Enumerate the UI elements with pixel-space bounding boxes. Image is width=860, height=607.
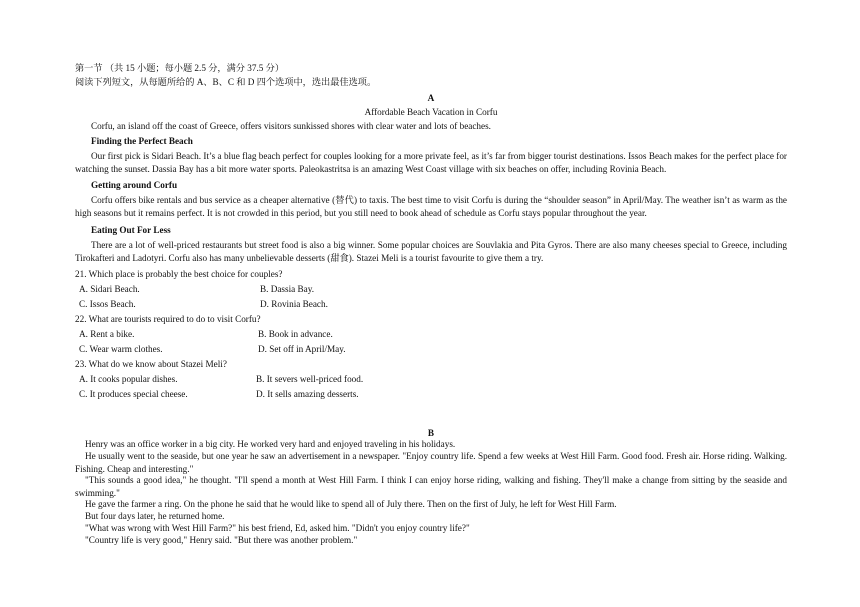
passage-a-title: Affordable Beach Vacation in Corfu bbox=[364, 107, 498, 117]
section-heading-getting-around: Getting around Corfu bbox=[91, 180, 178, 190]
section-text-beach: Our first pick is Sidari Beach. It’s a blue flag beach perfect for couples looking for a more private feel, as it’s far from bigger tourist destinations. Issos Beach makes for the perfect place for watching the sunset. Dassia Bay has a bit more water sports. Paleokastritsa is an amazing West Coast village with six beaches on offer, including Rovinia Beach. bbox=[75, 151, 787, 174]
question-22-option-b[interactable]: B. Book in advance. bbox=[258, 329, 333, 339]
question-22-option-a[interactable]: A. Rent a bike. bbox=[79, 329, 135, 339]
section-text-getting-around: Corfu offers bike rentals and bus service as a cheaper alternative (替代) to taxis. The best time to visit Corfu is during the “shoulder season” in April/May. The weather isn’t as warm as the high seasons but it remains perfect. It is not crowded in this period, but you still need to book ahead of schedule as Corfu stays popular throughout the year. bbox=[75, 195, 787, 218]
instructions: 阅读下列短文，从每题所给的 A、B、C 和 D 四个选项中，选出最佳选项。 bbox=[75, 77, 377, 87]
passage-b-label: B bbox=[427, 428, 435, 438]
question-23-option-d[interactable]: D. It sells amazing desserts. bbox=[256, 389, 359, 399]
question-22-stem: 22. What are tourists required to do to visit Corfu? bbox=[75, 314, 261, 324]
question-23-option-b[interactable]: B. It severs well-priced food. bbox=[256, 374, 364, 384]
question-21-option-a[interactable]: A. Sidari Beach. bbox=[79, 284, 140, 294]
section-heading-beach: Finding the Perfect Beach bbox=[91, 136, 193, 146]
passage-b-paragraph: "This sounds a good idea," he thought. "I'll spend a month at West Hill Farm. I think I can enjoy horse riding, walking and fishing. They'll make a change from sitting by the seaside and swimming." bbox=[75, 475, 787, 498]
question-23-stem: 23. What do we know about Stazei Meli? bbox=[75, 359, 227, 369]
passage-b-paragraph: He gave the farmer a ring. On the phone he said that he would like to spend all of July there. Then on the first of July, he left for West Hill Farm. bbox=[85, 499, 617, 509]
passage-b-paragraph: But four days later, he returned home. bbox=[85, 511, 225, 521]
passage-a-label: A bbox=[427, 93, 435, 103]
passage-b-paragraph: Henry was an office worker in a big city. He worked very hard and enjoyed traveling in his holidays. bbox=[85, 439, 456, 449]
passage-b-paragraph: "What was wrong with West Hill Farm?" his best friend, Ed, asked him. "Didn't you enjoy country life?" bbox=[85, 523, 470, 533]
question-22-option-d[interactable]: D. Set off in April/May. bbox=[258, 344, 346, 354]
passage-b-paragraph: "Country life is very good," Henry said. "But there was another problem." bbox=[85, 535, 358, 545]
passage-a-intro: Corfu, an island off the coast of Greece, offers visitors sunkissed shores with clear water and lots of beaches. bbox=[91, 121, 491, 131]
question-21-stem: 21. Which place is probably the best choice for couples? bbox=[75, 269, 283, 279]
question-21-option-d[interactable]: D. Rovinia Beach. bbox=[260, 299, 328, 309]
question-23-option-c[interactable]: C. It produces special cheese. bbox=[79, 389, 188, 399]
question-22-option-c[interactable]: C. Wear warm clothes. bbox=[79, 344, 163, 354]
section-heading: 第一节 （共 15 小题；每小题 2.5 分，满分 37.5 分） bbox=[75, 63, 285, 73]
question-21-option-b[interactable]: B. Dassia Bay. bbox=[260, 284, 315, 294]
passage-b-paragraph: He usually went to the seaside, but one year he saw an advertisement in a newspaper. "Enjoy country life. Spend a few weeks at West Hill Farm. Good food. Fresh air. Horse riding. Walking. Fishing. Cheap and interesting." bbox=[75, 451, 787, 474]
question-21-option-c[interactable]: C. Issos Beach. bbox=[79, 299, 136, 309]
section-heading-eating: Eating Out For Less bbox=[91, 225, 171, 235]
question-23-option-a[interactable]: A. It cooks popular dishes. bbox=[79, 374, 178, 384]
section-text-eating: There are a lot of well-priced restaurants but street food is also a big winner. Some popular choices are Souvlakia and Pita Gyros. There are also many cheeses special to Greece, including Tirokafteri and Ladotyri. Corfu also has many unbelievable desserts (甜食). Stazei Meli is a tourist favourite to give them a try. bbox=[75, 240, 787, 263]
